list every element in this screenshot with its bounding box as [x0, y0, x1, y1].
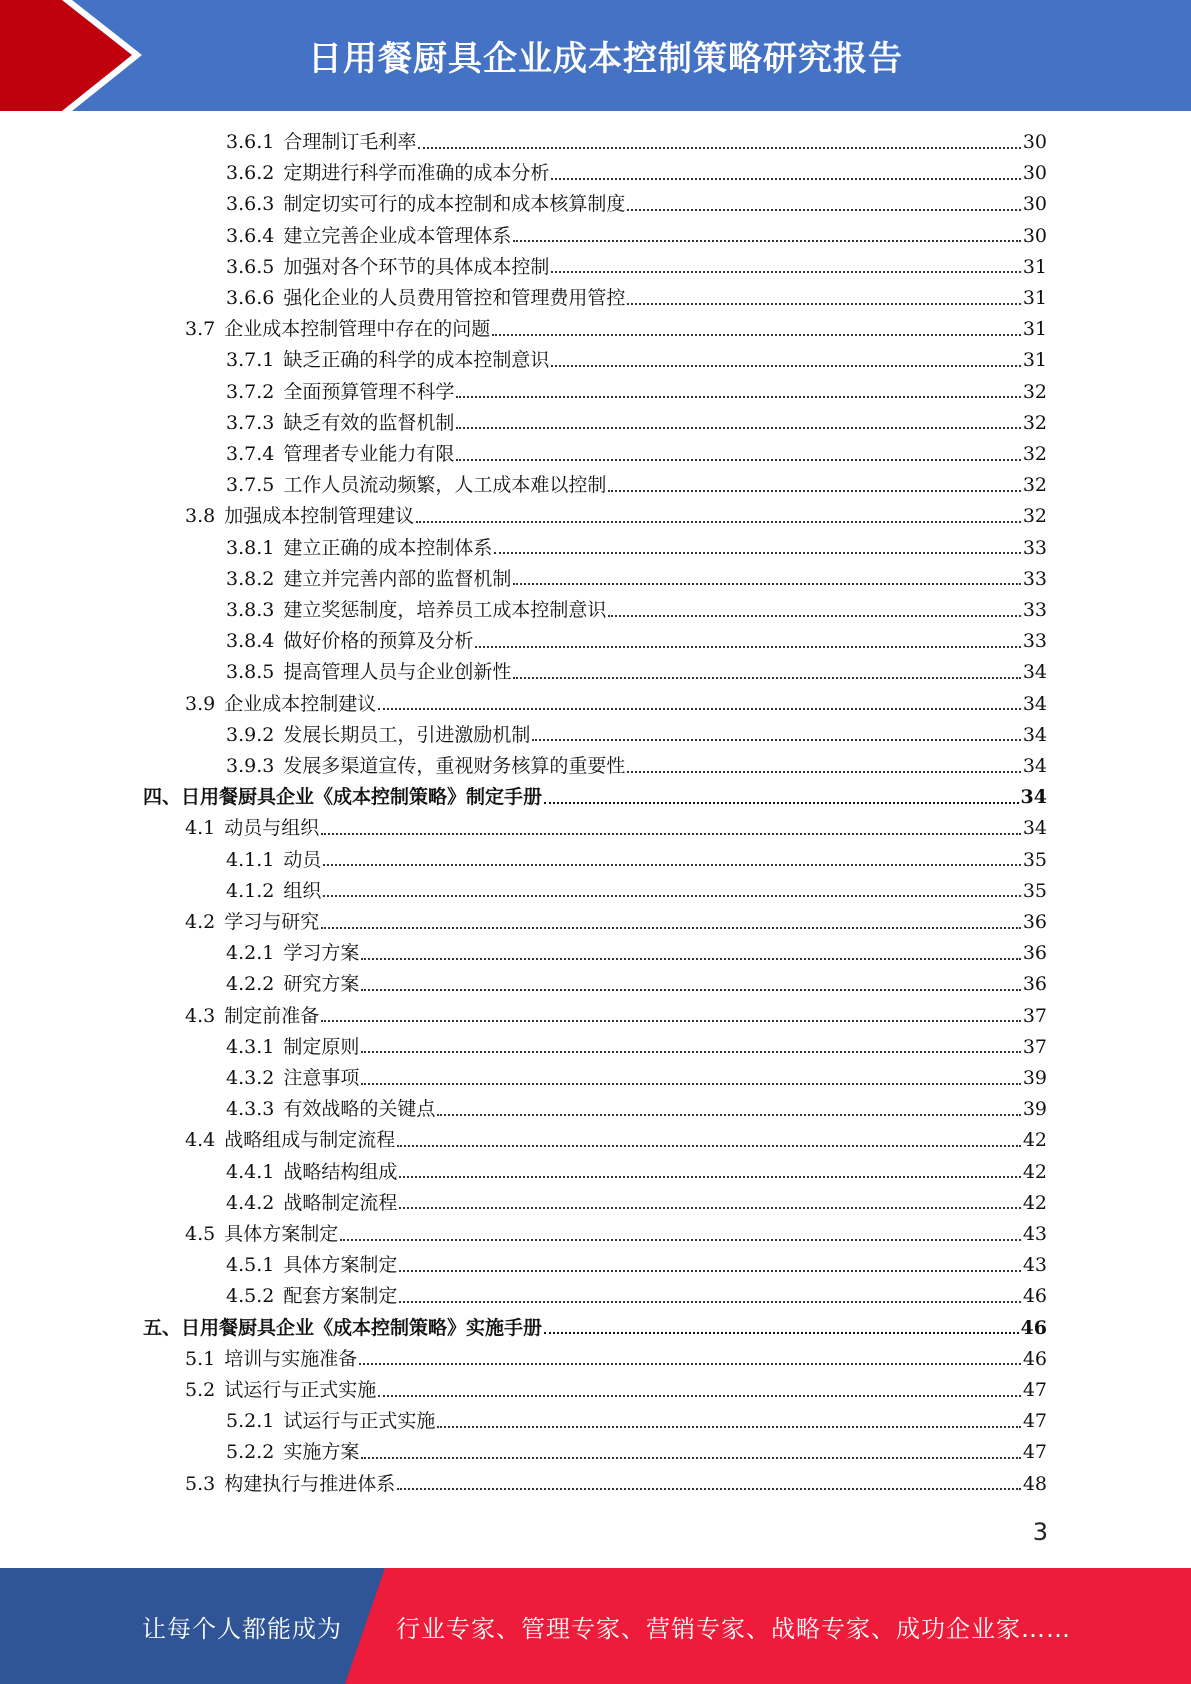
toc-entry-page: 31: [1022, 255, 1047, 278]
toc-entry[interactable]: [185, 907, 1047, 938]
toc-dot-leader: [399, 1287, 1020, 1303]
toc-entry[interactable]: [143, 1313, 1047, 1344]
toc-entry[interactable]: [226, 345, 1047, 376]
toc-entry-number: 5.2.1: [226, 1410, 275, 1433]
toc-entry[interactable]: [226, 657, 1047, 688]
toc-dot-leader: [323, 881, 1020, 897]
report-title: 日用餐厨具企业成本控制策略研究报告: [308, 39, 903, 79]
toc-entry-page: 32: [1022, 474, 1047, 497]
toc-entry-title: 战略结构组成: [283, 1160, 398, 1183]
toc-entry-number: 4.3.1: [226, 1035, 275, 1058]
toc-dot-leader: [399, 1193, 1020, 1209]
toc-entry-title: 缺乏正确的科学的成本控制意识: [283, 349, 550, 372]
toc-entry-number: 5.3: [185, 1472, 216, 1495]
toc-entry-title: 发展长期员工，引进激励机制: [283, 723, 531, 746]
toc-entry-page: 34: [1022, 817, 1047, 840]
toc-dot-leader: [361, 944, 1020, 960]
toc-dot-leader: [361, 1069, 1020, 1085]
toc-entry-title: 强化企业的人员费用管控和管理费用管控: [283, 287, 626, 309]
toc-entry[interactable]: [226, 720, 1047, 751]
toc-entry-page: 34: [1022, 755, 1047, 777]
toc-entry-page: 33: [1022, 599, 1047, 621]
toc-dot-leader: [456, 382, 1020, 398]
toc-dot-leader: [456, 413, 1020, 429]
toc-entry-title: 管理者专业能力有限: [283, 443, 455, 465]
toc-entry-title: 具体方案制定: [224, 1223, 339, 1245]
toc-entry-title: 战略制定流程: [283, 1191, 398, 1214]
toc-entry-title: 做好价格的预算及分析: [283, 630, 474, 653]
toc-entry[interactable]: [143, 782, 1047, 813]
toc-entry-page: 47: [1022, 1379, 1047, 1401]
toc-entry-title: 工作人员流动频繁，人工成本难以控制: [283, 474, 607, 497]
toc-entry-number: 4.3.2: [226, 1067, 275, 1089]
toc-dot-leader: [551, 164, 1020, 180]
toc-entry-number: 4.3.3: [226, 1098, 275, 1121]
toc-entry-page: 33: [1022, 630, 1047, 653]
toc-entry-title: 研究方案: [283, 973, 360, 996]
toc-entry-page: 34: [1022, 692, 1047, 715]
page-number: 3: [1032, 1518, 1048, 1546]
toc-dot-leader: [378, 694, 1021, 710]
toc-entry-number: 4.1.1: [226, 848, 275, 871]
toc-entry-number: 4.4.1: [226, 1160, 275, 1183]
toc-entry-page: 36: [1022, 973, 1047, 996]
toc-entry-page: 31: [1022, 349, 1047, 372]
toc-entry-number: 4.5.1: [226, 1254, 275, 1277]
toc-entry[interactable]: [185, 501, 1047, 532]
toc-entry-number: 4.4: [185, 1129, 216, 1152]
toc-entry-title: 组织: [283, 879, 322, 902]
toc-entry[interactable]: [185, 1125, 1047, 1156]
toc-entry[interactable]: [185, 1375, 1047, 1406]
toc-entry-title: 发展多渠道宣传，重视财务核算的重要性: [283, 755, 626, 777]
toc-entry-number: 3.6.6: [226, 287, 275, 309]
toc-entry-page: 46: [1022, 1347, 1047, 1370]
toc-entry-page: 32: [1022, 411, 1047, 434]
toc-entry-title: 培训与实施准备: [224, 1347, 358, 1370]
toc-entry-page: 34: [1022, 723, 1047, 746]
toc-entry-title: 制定切实可行的成本控制和成本核算制度: [283, 193, 626, 216]
toc-entry-number: 4.1.2: [226, 879, 275, 902]
toc-entry-title: 注意事项: [283, 1067, 360, 1089]
toc-entry-page: 35: [1022, 848, 1047, 871]
toc-entry[interactable]: [226, 564, 1047, 595]
toc-dot-leader: [513, 569, 1020, 585]
toc-entry-page: 30: [1022, 162, 1047, 185]
toc-entry[interactable]: [185, 1219, 1047, 1250]
toc-entry-number: 3.8.5: [226, 661, 275, 684]
footer-slogan-right: 行业专家、管理专家、营销专家、战略专家、成功企业家……: [396, 1614, 1071, 1643]
toc-entry-number: 4.2.1: [226, 942, 275, 965]
toc-dot-leader: [361, 1443, 1020, 1459]
toc-dot-leader: [544, 788, 1019, 804]
toc-entry[interactable]: [226, 1437, 1047, 1468]
toc-entry-page: 43: [1022, 1223, 1047, 1245]
toc-entry[interactable]: [185, 1001, 1047, 1032]
toc-entry-page: 36: [1022, 911, 1047, 933]
toc-dot-leader: [608, 476, 1020, 492]
toc-dot-leader: [397, 1131, 1021, 1147]
toc-entry-page: 42: [1022, 1129, 1047, 1152]
toc-entry[interactable]: [226, 969, 1047, 1000]
toc-entry-number: 3.9: [185, 692, 216, 715]
toc-dot-leader: [378, 1381, 1021, 1397]
toc-entry-page: 32: [1022, 505, 1047, 528]
toc-entry-page: 31: [1022, 318, 1047, 341]
toc-dot-leader: [323, 850, 1020, 866]
toc-entry-title: 建立正确的成本控制体系: [283, 536, 493, 559]
toc-dot-leader: [397, 1474, 1021, 1490]
page-footer: [0, 1568, 1191, 1684]
toc-entry-number: 3.6.1: [226, 131, 275, 153]
toc-entry-title: 建立奖惩制度，培养员工成本控制意识: [283, 599, 607, 621]
toc-entry-title: 动员: [283, 848, 322, 871]
toc-entry[interactable]: [226, 408, 1047, 439]
toc-dot-leader: [418, 133, 1020, 149]
toc-entry-title: 建立完善企业成本管理体系: [283, 224, 512, 247]
toc-entry-page: 37: [1022, 1035, 1047, 1058]
toc-entry-title: 定期进行科学而准确的成本分析: [283, 162, 550, 185]
toc-entry-page: 47: [1022, 1441, 1047, 1464]
toc-entry-title: 学习与研究: [224, 911, 320, 933]
toc-entry[interactable]: [226, 626, 1047, 657]
toc-dot-leader: [321, 819, 1021, 835]
toc-entry-number: 3.8.3: [226, 599, 275, 621]
toc-entry-number: 3.9.2: [226, 723, 275, 746]
toc-entry-number: 3.8: [185, 505, 216, 528]
toc-entry-title: 全面预算管理不科学: [283, 380, 455, 403]
toc-dot-leader: [608, 601, 1020, 617]
toc-entry-title: 提高管理人员与企业创新性: [283, 661, 512, 684]
toc-entry-number: 5.1: [185, 1347, 216, 1370]
toc-entry-page: 47: [1022, 1410, 1047, 1433]
toc-dot-leader: [399, 1256, 1020, 1272]
toc-entry[interactable]: [226, 252, 1047, 283]
toc-entry-title: 试运行与正式实施: [224, 1379, 377, 1401]
toc-entry-title: 四、日用餐厨具企业《成本控制策略》制定手册: [143, 786, 543, 809]
toc-entry[interactable]: [226, 595, 1047, 626]
toc-entry-number: 4.2.2: [226, 973, 275, 996]
toc-entry[interactable]: [185, 1344, 1047, 1375]
toc-entry-number: 4.2: [185, 911, 216, 933]
toc-entry-page: 30: [1022, 193, 1047, 216]
toc-entry[interactable]: [185, 314, 1047, 345]
footer-slogan-left: 让每个人都能成为: [142, 1614, 342, 1643]
toc-dot-leader: [361, 1037, 1020, 1053]
toc-entry-title: 试运行与正式实施: [283, 1410, 436, 1433]
toc-entry-page: 32: [1022, 380, 1047, 403]
toc-dot-leader: [627, 289, 1020, 305]
toc-entry-number: 3.6.4: [226, 224, 275, 247]
toc-dot-leader: [513, 226, 1020, 242]
toc-entry-title: 加强对各个环节的具体成本控制: [283, 255, 550, 278]
toc-entry-page: 46: [1022, 1285, 1047, 1308]
toc-dot-leader: [492, 320, 1021, 336]
toc-entry[interactable]: [226, 470, 1047, 501]
toc-entry[interactable]: [185, 689, 1047, 720]
toc-entry[interactable]: [226, 1250, 1047, 1281]
toc-entry-number: 5.2: [185, 1379, 216, 1401]
toc-dot-leader: [456, 445, 1020, 461]
toc-dot-leader: [437, 1100, 1020, 1116]
toc-entry[interactable]: [226, 1157, 1047, 1188]
toc-entry-number: 4.3: [185, 1004, 216, 1027]
toc-entry[interactable]: [185, 1469, 1047, 1500]
toc-entry-page: 48: [1022, 1472, 1047, 1495]
toc-dot-leader: [551, 351, 1020, 367]
toc-entry[interactable]: [226, 751, 1047, 782]
toc-entry-title: 配套方案制定: [283, 1285, 398, 1308]
toc-entry[interactable]: [226, 845, 1047, 876]
toc-entry-page: 34: [1020, 786, 1047, 809]
toc-entry-title: 动员与组织: [224, 817, 320, 840]
toc-entry-title: 缺乏有效的监督机制: [283, 411, 455, 434]
toc-dot-leader: [532, 725, 1020, 741]
toc-entry[interactable]: [226, 127, 1047, 158]
toc-entry-page: 46: [1020, 1316, 1047, 1339]
toc-dot-leader: [399, 1162, 1020, 1178]
toc-dot-leader: [359, 1349, 1021, 1365]
toc-entry-title: 战略组成与制定流程: [224, 1129, 396, 1152]
toc-dot-leader: [513, 663, 1020, 679]
toc-entry-title: 学习方案: [283, 942, 360, 965]
toc-entry[interactable]: [226, 1032, 1047, 1063]
toc-entry-number: 3.7.5: [226, 474, 275, 497]
toc-entry-title: 具体方案制定: [283, 1254, 398, 1277]
toc-dot-leader: [627, 757, 1020, 773]
toc-entry-page: 36: [1022, 942, 1047, 965]
toc-entry-number: 4.5: [185, 1223, 216, 1245]
toc-entry[interactable]: [226, 1188, 1047, 1219]
toc-entry[interactable]: [226, 189, 1047, 220]
toc-entry-number: 3.8.4: [226, 630, 275, 653]
toc-dot-leader: [475, 632, 1020, 648]
toc-entry-title: 企业成本控制建议: [224, 692, 377, 715]
toc-entry-page: 31: [1022, 287, 1047, 309]
toc-entry-title: 合理制订毛利率: [283, 131, 417, 153]
toc-entry[interactable]: [226, 377, 1047, 408]
toc-dot-leader: [361, 975, 1020, 991]
toc-entry[interactable]: [226, 158, 1047, 189]
toc-entry-page: 42: [1022, 1191, 1047, 1214]
toc-entry[interactable]: [226, 876, 1047, 907]
toc-entry-number: 3.6.5: [226, 255, 275, 278]
toc-entry-number: 3.8.1: [226, 536, 275, 559]
toc-entry-title: 有效战略的关键点: [283, 1098, 436, 1121]
toc-entry[interactable]: [226, 1094, 1047, 1125]
toc-entry-page: 30: [1022, 131, 1047, 153]
toc-dot-leader: [416, 507, 1021, 523]
toc-entry[interactable]: [226, 1406, 1047, 1437]
toc-dot-leader: [551, 257, 1020, 273]
toc-entry-number: 3.7.3: [226, 411, 275, 434]
toc-entry-page: 33: [1022, 536, 1047, 559]
toc-entry-page: 42: [1022, 1160, 1047, 1183]
toc-entry-number: 4.4.2: [226, 1191, 275, 1214]
toc-entry-number: 4.5.2: [226, 1285, 275, 1308]
toc-entry-number: 3.6.2: [226, 162, 275, 185]
toc-entry-title: 构建执行与推进体系: [224, 1472, 396, 1495]
toc-entry[interactable]: [226, 439, 1047, 470]
toc-entry-title: 建立并完善内部的监督机制: [283, 567, 512, 590]
toc-entry-page: 35: [1022, 879, 1047, 902]
toc-entry[interactable]: [226, 1281, 1047, 1312]
toc-entry-page: 39: [1022, 1098, 1047, 1121]
toc-entry-number: 3.7.2: [226, 380, 275, 403]
toc-entry-title: 制定原则: [283, 1035, 360, 1058]
page-header: [0, 0, 1191, 111]
toc-entry-page: 43: [1022, 1254, 1047, 1277]
toc-entry-number: 3.6.3: [226, 193, 275, 216]
toc-entry[interactable]: [226, 533, 1047, 564]
toc-dot-leader: [437, 1412, 1020, 1428]
toc-entry-page: 33: [1022, 567, 1047, 590]
toc-dot-leader: [340, 1225, 1021, 1241]
toc-entry-page: 37: [1022, 1004, 1047, 1027]
toc-entry-title: 制定前准备: [224, 1004, 320, 1027]
toc-dot-leader: [321, 1006, 1021, 1022]
toc-entry[interactable]: [226, 938, 1047, 969]
toc-entry-number: 3.8.2: [226, 567, 275, 590]
toc-dot-leader: [544, 1318, 1019, 1334]
toc-entry-title: 企业成本控制管理中存在的问题: [224, 318, 491, 341]
toc-dot-leader: [321, 913, 1021, 929]
toc-entry[interactable]: [226, 221, 1047, 252]
toc-entry-number: 3.7: [185, 318, 216, 341]
toc-entry-number: 3.7.4: [226, 443, 275, 465]
toc-dot-leader: [494, 538, 1020, 554]
toc-entry-number: 4.1: [185, 817, 216, 840]
toc-entry-page: 39: [1022, 1067, 1047, 1089]
toc-entry-number: 5.2.2: [226, 1441, 275, 1464]
toc-entry-title: 加强成本控制管理建议: [224, 505, 415, 528]
toc-entry-number: 3.7.1: [226, 349, 275, 372]
toc-entry-page: 32: [1022, 443, 1047, 465]
toc-entry[interactable]: [226, 1063, 1047, 1094]
toc-entry-page: 34: [1022, 661, 1047, 684]
toc-entry[interactable]: [226, 283, 1047, 314]
toc-dot-leader: [627, 195, 1020, 211]
toc-entry-title: 实施方案: [283, 1441, 360, 1464]
toc-entry[interactable]: [185, 813, 1047, 844]
toc-entry-page: 30: [1022, 224, 1047, 247]
toc-entry-title: 五、日用餐厨具企业《成本控制策略》实施手册: [143, 1316, 543, 1339]
toc-entry-number: 3.9.3: [226, 755, 275, 777]
